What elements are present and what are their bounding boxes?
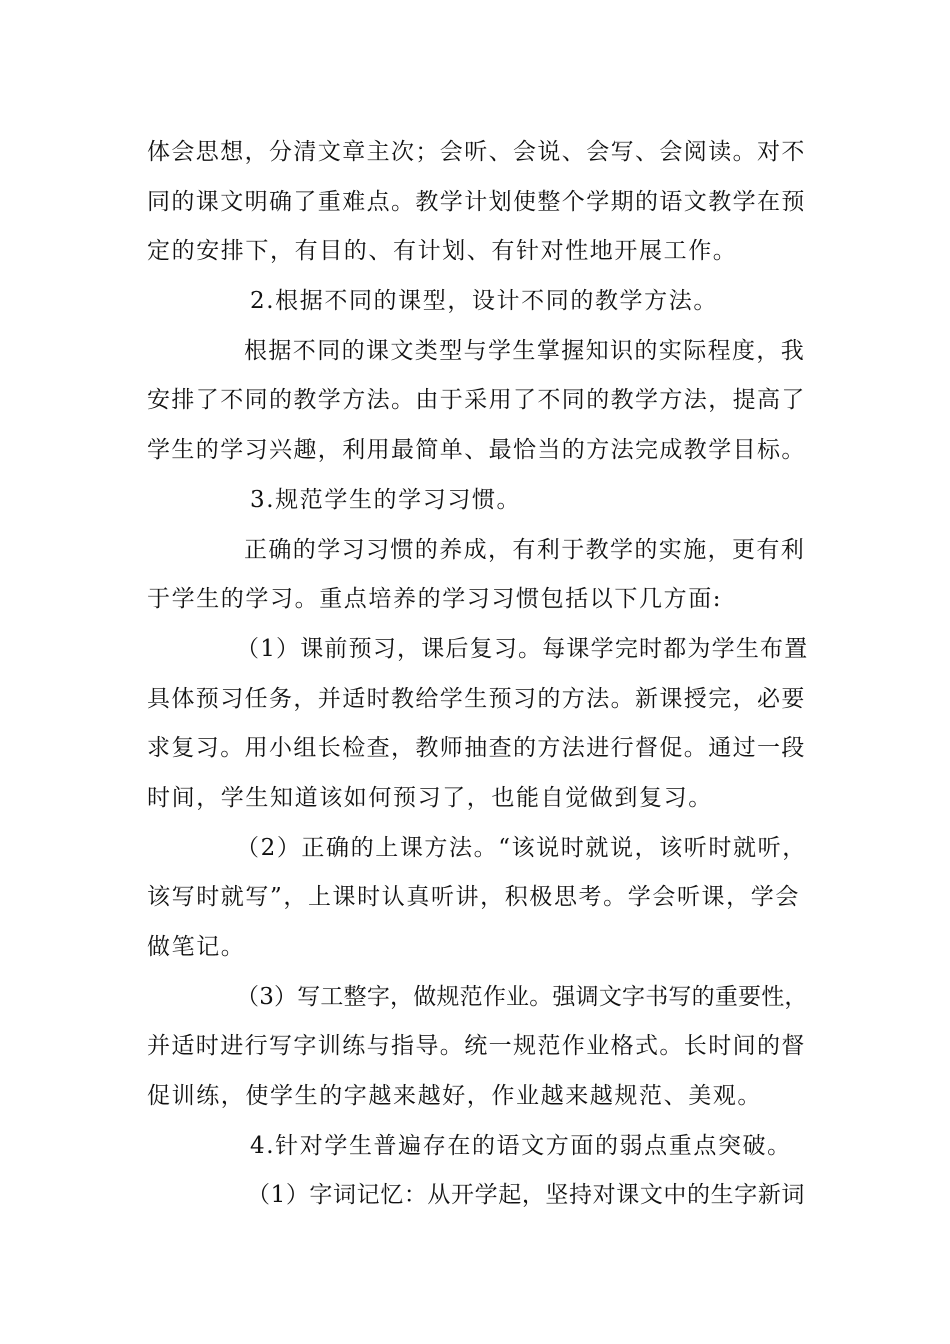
body-text-line: 促训练，使学生的字越来越好，作业越来越规范、美观。 bbox=[147, 1083, 762, 1109]
body-text-line: 求复习。用小组长检查，教师抽查的方法进行督促。通过一段 bbox=[147, 735, 806, 761]
body-text-line: 并适时进行写字训练与指导。统一规范作业格式。长时间的督 bbox=[147, 1033, 806, 1059]
section-heading-4: 4.针对学生普遍存在的语文方面的弱点重点突破。 bbox=[250, 1133, 792, 1159]
list-item-first-line: （1）字词记忆：从开学起，坚持对课文中的生字新词 bbox=[247, 1182, 806, 1208]
paragraph-first-line: 正确的学习习惯的养成，有利于教学的实施，更有利 bbox=[244, 537, 806, 563]
section-heading-3: 3.规范学生的学习习惯。 bbox=[250, 487, 522, 513]
body-text-line: 时间，学生知道该如何预习了，也能自觉做到复习。 bbox=[147, 785, 713, 811]
list-item-first-line: （2）正确的上课方法。“该说时就说，该听时就听， bbox=[236, 835, 807, 861]
list-item-first-line: （1）课前预习，课后复习。每课学完时都为学生布置 bbox=[236, 636, 809, 662]
body-text-line: 安排了不同的教学方法。由于采用了不同的教学方法，提高了 bbox=[147, 387, 806, 413]
body-text-line: 学生的学习兴趣，利用最简单、最恰当的方法完成教学目标。 bbox=[147, 437, 806, 463]
body-text-line: 同的课文明确了重难点。教学计划使整个学期的语文教学在预 bbox=[147, 189, 806, 215]
section-heading-2: 2.根据不同的课型，设计不同的教学方法。 bbox=[250, 288, 718, 314]
body-text-line: 该写时就写”，上课时认真听讲，积极思考。学会听课，学会 bbox=[147, 884, 800, 910]
body-text-line: 于学生的学习。重点培养的学习习惯包括以下几方面: bbox=[147, 586, 723, 612]
body-text-line: 体会思想，分清文章主次；会听、会说、会写、会阅读。对不 bbox=[147, 139, 806, 165]
paragraph-first-line: 根据不同的课文类型与学生掌握知识的实际程度，我 bbox=[244, 338, 806, 364]
body-text-line: 做笔记。 bbox=[147, 934, 246, 960]
list-item-first-line: （3）写工整字，做规范作业。强调文字书写的重要性， bbox=[236, 984, 808, 1010]
body-text-line: 具体预习任务，并适时教给学生预习的方法。新课授完，必要 bbox=[147, 686, 806, 712]
body-text-line: 定的安排下，有目的、有计划、有针对性地开展工作。 bbox=[147, 238, 738, 264]
